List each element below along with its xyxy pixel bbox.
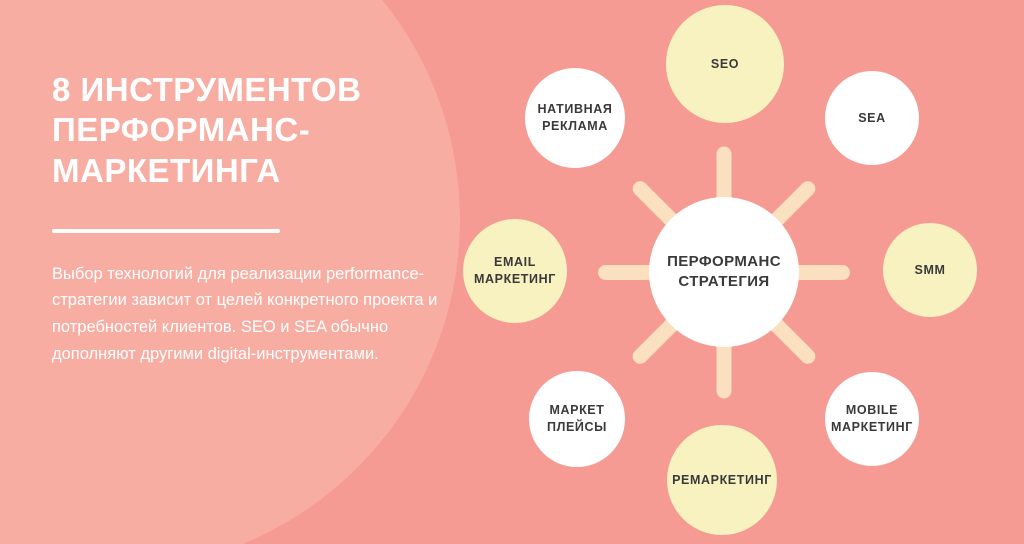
diagram-node-label: НАТИВНАЯ РЕКЛАМА — [537, 102, 613, 133]
diagram-node — [667, 425, 777, 535]
left-text-column — [52, 70, 452, 368]
diagram-node — [883, 223, 977, 317]
diagram-node-label: SEO — [710, 56, 740, 71]
diagram-node-label: МАРКЕТ ПЛЕЙСЫ — [547, 403, 607, 434]
diagram-node — [525, 68, 625, 168]
diagram-node-label: SEA — [858, 110, 886, 125]
diagram-node — [529, 371, 625, 467]
hub-and-spoke-diagram — [444, 0, 1024, 544]
body-paragraph: Выбор технологий для реализации performance-стратегии зависит от целей конкретного проекта и потребностей клиентов. SEO и SEA обычно дополняют другими digital-инструментами. — [52, 264, 438, 363]
title-divider — [52, 229, 280, 233]
diagram-node — [666, 5, 784, 123]
diagram-node-label: MOBILE МАРКЕТИНГ — [831, 403, 913, 434]
center-node-label: ПЕРФОРМАНС СТРАТЕГИЯ — [667, 252, 781, 290]
diagram-node-label: SMM — [914, 262, 946, 277]
center-node — [649, 197, 799, 347]
diagram-node-label: РЕМАРКЕТИНГ — [672, 472, 772, 487]
diagram-node-label: EMAIL МАРКЕТИНГ — [474, 255, 556, 286]
diagram-node — [825, 71, 919, 165]
diagram-node — [463, 219, 567, 323]
page-title: 8 ИНСТРУМЕНТОВ ПЕРФОРМАНС-МАРКЕТИНГА — [52, 71, 362, 189]
diagram-node — [825, 372, 919, 466]
